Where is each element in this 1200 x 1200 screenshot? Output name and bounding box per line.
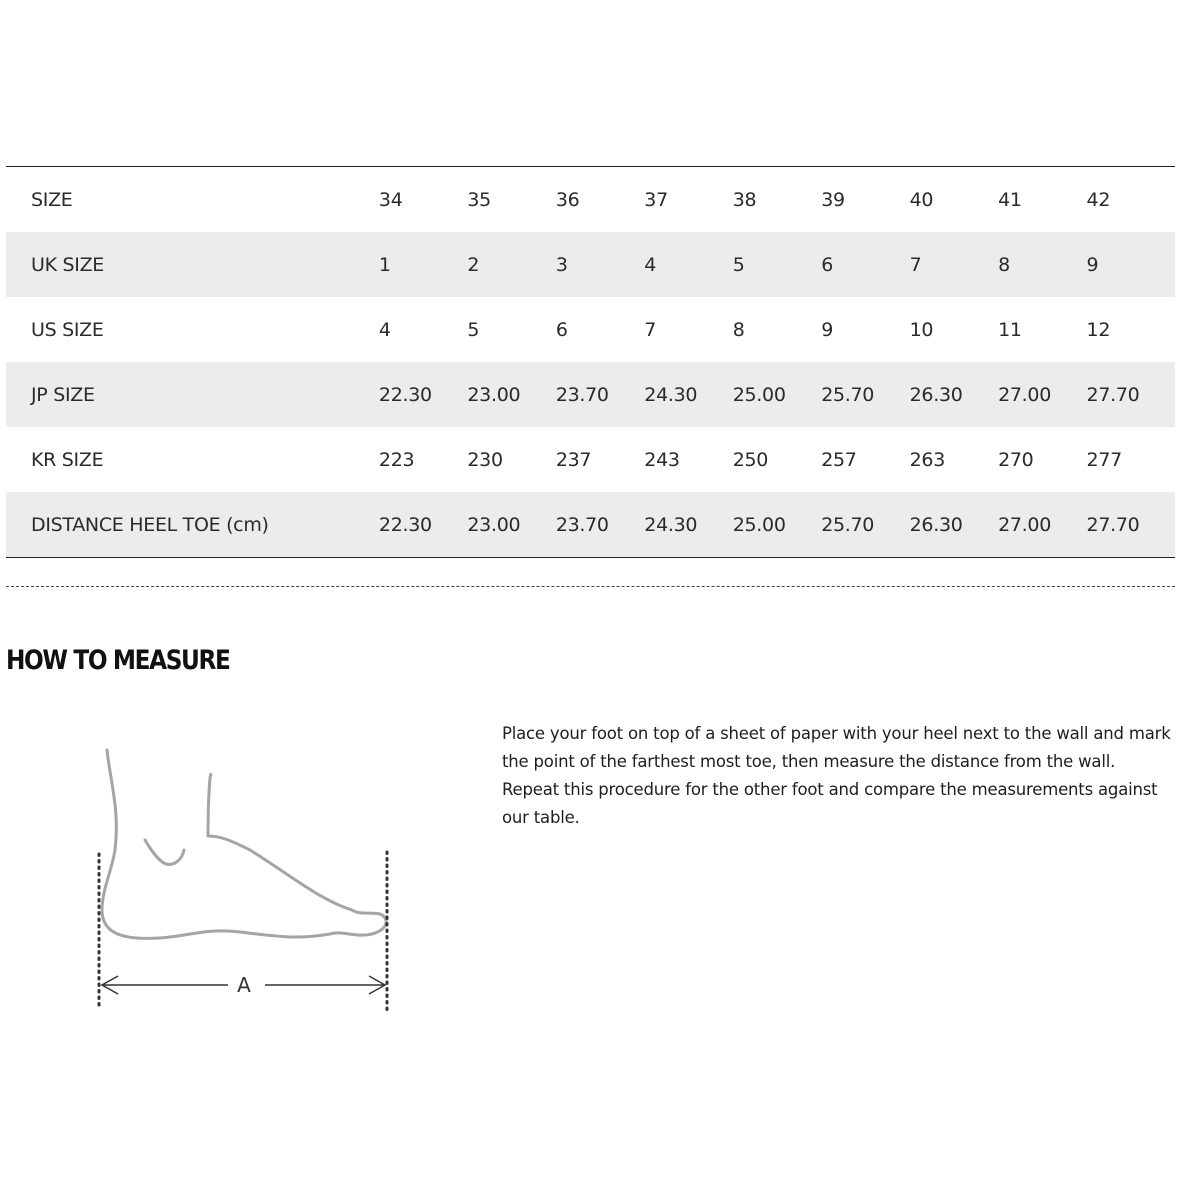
table-cell: 8 (998, 253, 1010, 276)
table-cell: 4 (644, 253, 657, 276)
table-cell: 6 (555, 318, 568, 341)
table-cell: 12 (1086, 318, 1111, 341)
table-cell: 263 (909, 448, 946, 471)
table-cell: 27.70 (1086, 513, 1140, 536)
table-cell: 223 (378, 448, 415, 471)
dashed-divider (6, 586, 1175, 587)
table-cell: 277 (1086, 448, 1122, 471)
table-cell: 39 (821, 188, 845, 211)
row-label: US SIZE (31, 318, 104, 341)
table-cell: 8 (732, 318, 745, 341)
table-cell: 257 (821, 448, 857, 471)
measure-label-a: A (237, 973, 251, 997)
table-cell: 243 (644, 448, 680, 471)
table-cell: 23.00 (467, 383, 521, 406)
row-label: SIZE (31, 188, 73, 211)
table-cell: 7 (909, 253, 922, 276)
table-cell: 23.70 (555, 383, 609, 406)
table-cell: 5 (732, 253, 745, 276)
table-cell: 9 (821, 318, 833, 341)
ankle-mark (145, 840, 184, 864)
foot-measure-diagram (80, 740, 410, 1020)
table-cell: 7 (644, 318, 657, 341)
table-cell: 37 (644, 188, 668, 211)
table-cell: 4 (378, 318, 391, 341)
table-cell: 250 (732, 448, 769, 471)
row-label: DISTANCE HEEL TOE (cm) (31, 513, 269, 536)
table-cell: 10 (909, 318, 934, 341)
how-to-measure-title: HOW TO MEASURE (6, 645, 230, 676)
row-label: JP SIZE (31, 383, 95, 406)
table-cell: 24.30 (644, 383, 698, 406)
table-cell: 38 (732, 188, 757, 211)
table-cell: 26.30 (909, 513, 963, 536)
table-cell: 27.00 (998, 383, 1051, 406)
table-cell: 25.00 (732, 513, 786, 536)
table-cell: 6 (821, 253, 833, 276)
table-cell: 5 (467, 318, 480, 341)
table-row (6, 492, 1175, 557)
table-cell: 230 (467, 448, 503, 471)
row-label: KR SIZE (31, 448, 104, 471)
table-cell: 22.30 (378, 513, 432, 536)
foot-outline (102, 750, 386, 938)
table-cell: 11 (998, 318, 1022, 341)
table-cell: 9 (1086, 253, 1099, 276)
table-row (6, 167, 1175, 232)
table-cell: 270 (998, 448, 1034, 471)
table-cell: 23.00 (467, 513, 521, 536)
table-cell: 2 (467, 253, 480, 276)
table-cell: 1 (378, 253, 391, 276)
table-cell: 25.70 (821, 513, 875, 536)
table-cell: 36 (555, 188, 580, 211)
table-cell: 25.00 (732, 383, 786, 406)
table-row (6, 362, 1175, 427)
table-cell: 26.30 (909, 383, 963, 406)
table-cell: 3 (555, 253, 568, 276)
table-cell: 23.70 (555, 513, 609, 536)
measure-instructions: Place your foot on top of a sheet of paper with your heel next to the wall and mark the point of the farthest most toe, then measure the distance from the wall. Repeat this procedure for the other foot and compare the measurements against our table. (502, 724, 1171, 827)
table-cell: 24.30 (644, 513, 698, 536)
table-cell: 34 (378, 188, 403, 211)
table-cell: 27.00 (998, 513, 1051, 536)
table-cell: 237 (555, 448, 592, 471)
table-row (6, 297, 1175, 362)
size-chart-table (6, 166, 1175, 558)
table-cell: 40 (909, 188, 934, 211)
table-cell: 42 (1086, 188, 1111, 211)
table-row (6, 427, 1175, 492)
table-cell: 22.30 (378, 383, 432, 406)
table-cell: 35 (467, 188, 491, 211)
table-cell: 41 (998, 188, 1022, 211)
table-cell: 27.70 (1086, 383, 1140, 406)
table-cell: 25.70 (821, 383, 875, 406)
row-label: UK SIZE (31, 253, 104, 276)
table-row (6, 232, 1175, 297)
